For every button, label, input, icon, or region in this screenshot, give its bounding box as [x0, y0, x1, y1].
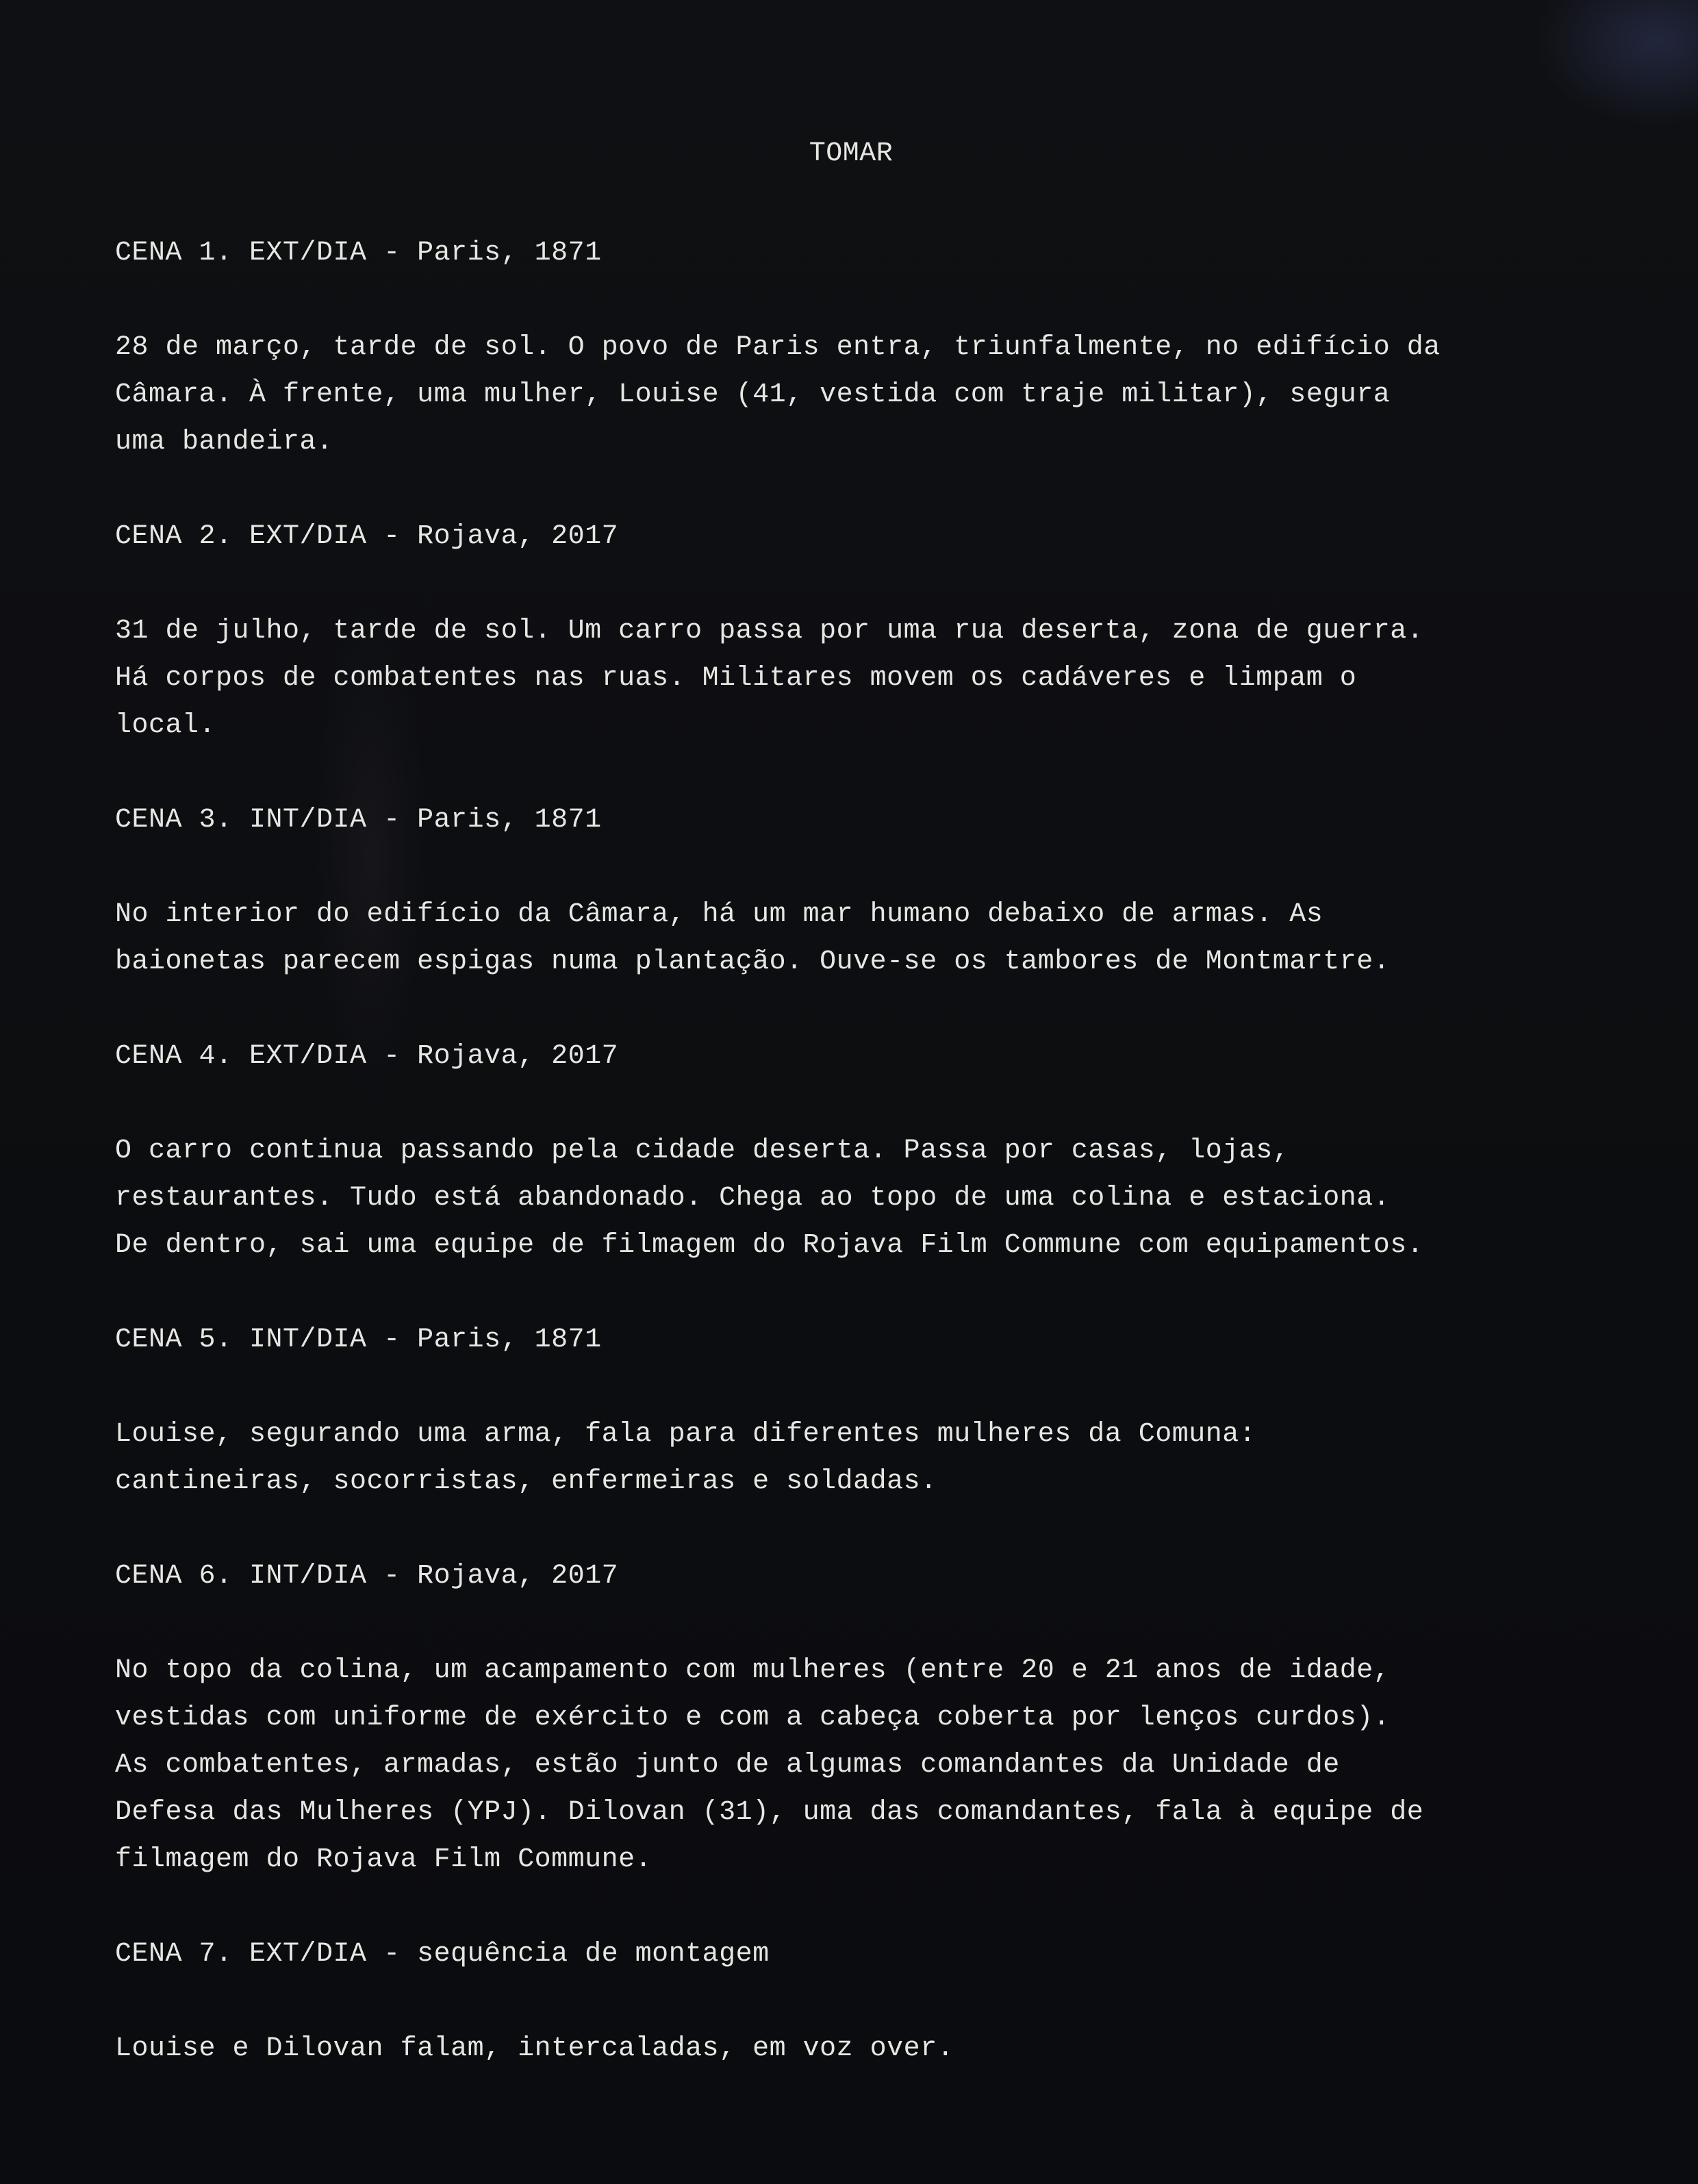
description-line: No topo da colina, um acampamento com mulheres (entre 20 e 21 anos de idade, — [115, 1655, 1391, 1686]
scene-heading: CENA 6. INT/DIA - Rojava, 2017 — [115, 1561, 619, 1592]
description-line: Louise e Dilovan falam, intercaladas, em voz over. — [115, 2033, 954, 2064]
description-line: Louise, segurando uma arma, fala para diferentes mulheres da Comuna: — [115, 1419, 1256, 1450]
scene-description — [115, 1647, 1601, 1883]
description-line: As combatentes, armadas, estão junto de algumas comandantes da Unidade de — [115, 1750, 1340, 1781]
description-line: 28 de março, tarde de sol. O povo de Paris entra, triunfalmente, no edifício da — [115, 332, 1441, 363]
scene-heading: CENA 3. INT/DIA - Paris, 1871 — [115, 805, 602, 836]
description-line: O carro continua passando pela cidade deserta. Passa por casas, lojas, — [115, 1135, 1290, 1166]
scene-3 — [115, 796, 1601, 986]
scene-heading: CENA 7. EXT/DIA - sequência de montagem — [115, 1939, 770, 1970]
scene-heading: CENA 1. EXT/DIA - Paris, 1871 — [115, 238, 602, 268]
scene-heading: CENA 5. INT/DIA - Paris, 1871 — [115, 1325, 602, 1355]
description-line: De dentro, sai uma equipe de filmagem do Rojava Film Commune com equipamentos. — [115, 1230, 1424, 1261]
description-line: Defesa das Mulheres (YPJ). Dilovan (31), uma das comandantes, fala à equipe de — [115, 1797, 1424, 1828]
screenplay-text — [115, 130, 1601, 2120]
description-line: No interior do edifício da Câmara, há um mar humano debaixo de armas. As — [115, 899, 1323, 930]
scene-6 — [115, 1553, 1601, 1883]
scene-description — [115, 607, 1601, 749]
description-line: restaurantes. Tudo está abandonado. Chega ao topo de uma colina e estaciona. — [115, 1183, 1391, 1214]
scene-heading: CENA 4. EXT/DIA - Rojava, 2017 — [115, 1041, 619, 1072]
scene-1 — [115, 229, 1601, 466]
scene-4 — [115, 1033, 1601, 1269]
scene-description — [115, 2025, 1601, 2072]
scene-description — [115, 1127, 1601, 1269]
scene-description — [115, 324, 1601, 466]
description-line: filmagem do Rojava Film Commune. — [115, 1844, 652, 1875]
scene-7 — [115, 1931, 1601, 2072]
scene-2 — [115, 513, 1601, 749]
description-line: vestidas com uniforme de exército e com a cabeça coberta por lenços curdos). — [115, 1703, 1391, 1733]
description-line: baionetas parecem espigas numa plantação. Ouve-se os tambores de Montmartre. — [115, 946, 1391, 977]
description-line: Câmara. À frente, uma mulher, Louise (41, vestida com traje militar), segura — [115, 379, 1391, 410]
scene-description — [115, 1411, 1601, 1505]
scene-5 — [115, 1316, 1601, 1505]
description-line: uma bandeira. — [115, 427, 333, 457]
description-line: local. — [115, 710, 216, 741]
description-line: cantineiras, socorristas, enfermeiras e soldadas. — [115, 1466, 937, 1497]
description-line: 31 de julho, tarde de sol. Um carro passa por uma rua deserta, zona de guerra. — [115, 616, 1424, 647]
scene-description — [115, 891, 1601, 986]
document-title: TOMAR — [809, 138, 894, 169]
scene-heading: CENA 2. EXT/DIA - Rojava, 2017 — [115, 521, 619, 552]
description-line: Há corpos de combatentes nas ruas. Militares movem os cadáveres e limpam o — [115, 663, 1357, 694]
